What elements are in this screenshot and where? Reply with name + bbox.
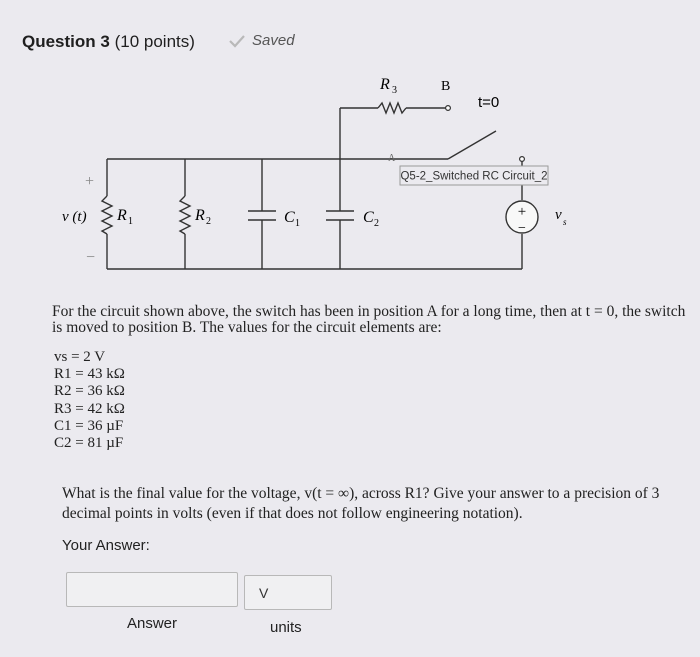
- label-v: v (t): [62, 209, 87, 225]
- element-values: [54, 349, 125, 452]
- value-vs: vs = 2 V: [54, 349, 106, 365]
- label-r2: R: [195, 207, 205, 224]
- circuit-diagram: [0, 0, 700, 300]
- answer-input[interactable]: [66, 572, 238, 607]
- value-r3: R3 = 42 kΩ: [54, 400, 125, 417]
- label-r1-sub: 1: [128, 216, 133, 227]
- label-c2-sub: 2: [374, 218, 379, 229]
- label-minus: −: [86, 249, 96, 266]
- value-c2: C2 = 81 µF: [54, 435, 124, 452]
- label-c2: C: [363, 209, 374, 226]
- units-input[interactable]: V: [244, 575, 332, 610]
- label-plus: +: [85, 173, 95, 190]
- question-points: (10 points): [114, 32, 195, 51]
- problem-text: For the circuit shown above, the switch has been in position A for a long time, then at t = 0, the switch is moved to position B. The values for the circuit elements are:: [52, 303, 686, 336]
- source-minus: −: [518, 221, 526, 236]
- question-text: What is the final value for the voltage, v(t = ∞), across R1? Give your answer to a precision of 3 decimal points in volts (even if that does not follow engineering notation).: [62, 485, 660, 522]
- saved-label: Saved: [252, 32, 295, 49]
- label-b: B: [441, 79, 451, 94]
- units-label: units: [270, 619, 302, 636]
- answer-label: Answer: [127, 615, 178, 632]
- label-vs-sub: s: [563, 217, 567, 227]
- value-r1: R1 = 43 kΩ: [54, 366, 125, 383]
- question-number: Question 3: [22, 32, 110, 51]
- value-r2: R2 = 36 kΩ: [54, 383, 125, 400]
- label-r2-sub: 2: [206, 216, 211, 227]
- diagram-caption: Q5-2_Switched RC Circuit_2: [400, 170, 548, 183]
- value-c1: C1 = 36 µF: [54, 417, 124, 434]
- label-c1: C: [284, 209, 295, 226]
- source-plus: +: [517, 204, 527, 220]
- label-r1: R: [117, 207, 127, 224]
- label-switch-time: t=0: [478, 94, 500, 111]
- label-c1-sub: 1: [295, 218, 300, 229]
- label-r3-sub: 3: [392, 85, 397, 96]
- label-vs: v: [555, 207, 562, 223]
- label-a: A: [388, 153, 396, 164]
- your-answer-label: Your Answer:: [62, 537, 150, 554]
- label-r3: R: [380, 76, 390, 93]
